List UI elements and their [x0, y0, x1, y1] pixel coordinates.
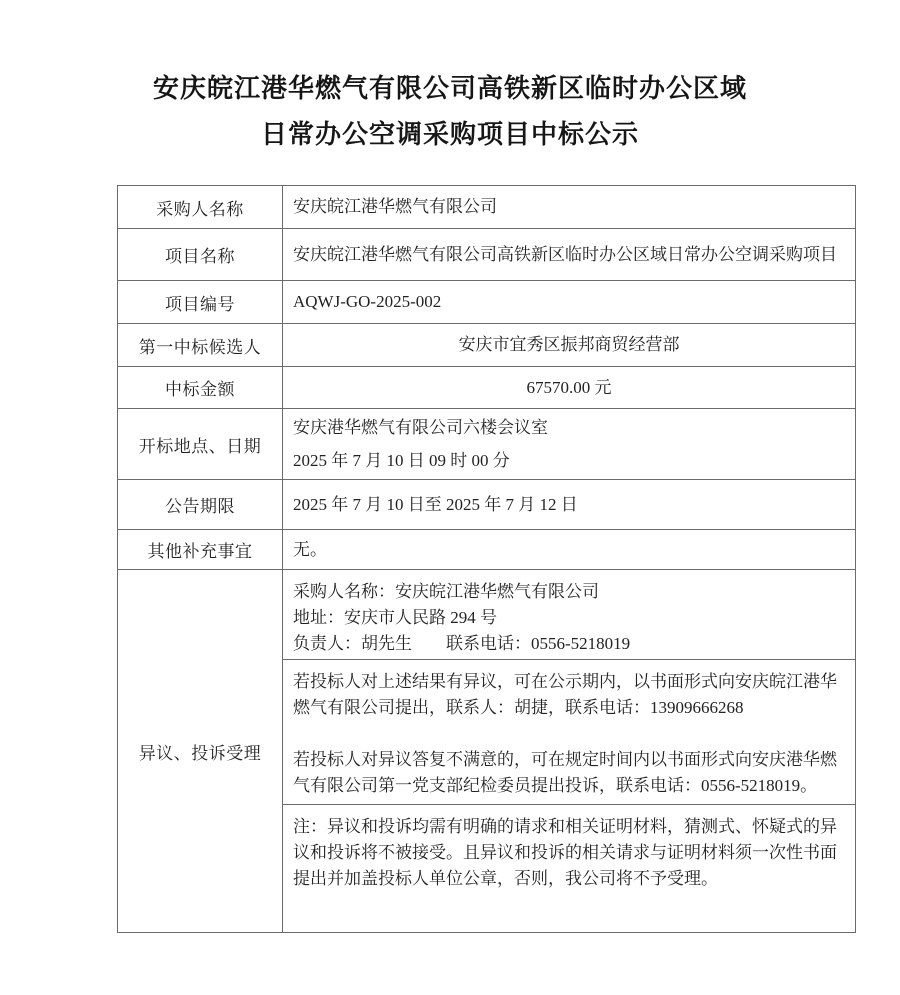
row-value-project-name: 安庆皖江港华燃气有限公司高铁新区临时办公区域日常办公空调采购项目 — [283, 229, 856, 281]
page-title — [0, 0, 900, 158]
row-value-other-matters: 无。 — [283, 530, 856, 570]
row-value-first-candidate: 安庆市宜秀区振邦商贸经营部 — [283, 324, 856, 367]
objection-procedure-paragraph-2: 若投标人对异议答复不满意的，可在规定时间内以书面形式向安庆港华燃气有限公司第一党支部纪检委员提出投诉，联系电话：0556-5218019。 — [293, 750, 837, 795]
row-label-purchaser-name: 采购人名称 — [118, 186, 283, 229]
row-label-other-matters: 其他补充事宜 — [118, 530, 283, 570]
row-value-purchaser-name: 安庆皖江港华燃气有限公司 — [283, 186, 856, 229]
announcement-table — [117, 185, 856, 933]
row-value-objection-contact — [283, 570, 856, 660]
row-label-opening-place-date: 开标地点、日期 — [118, 409, 283, 480]
row-value-announcement-period: 2025 年 7 月 10 日至 2025 年 7 月 12 日 — [283, 480, 856, 530]
table-row-announcement-period — [118, 480, 856, 530]
row-label-award-amount: 中标金额 — [118, 367, 283, 409]
row-label-objection-complaint: 异议、投诉受理 — [118, 570, 283, 933]
table-row-project-number — [118, 281, 856, 324]
table-row-first-candidate — [118, 324, 856, 367]
table-row-award-amount — [118, 367, 856, 409]
objection-contact-address: 地址：安庆市人民路 294 号 — [293, 608, 497, 627]
row-label-first-candidate: 第一中标候选人 — [118, 324, 283, 367]
row-label-project-name: 项目名称 — [118, 229, 283, 281]
page-title-line-2: 日常办公空调采购项目中标公示 — [260, 120, 639, 149]
objection-procedure-paragraph-1: 若投标人对上述结果有异议，可在公示期内，以书面形式向安庆皖江港华燃气有限公司提出，联系人：胡捷，联系电话：13909666268 — [293, 672, 837, 717]
table-row-other-matters — [118, 530, 856, 570]
objection-contact-person-phone: 负责人：胡先生 联系电话：0556-5218019 — [293, 634, 631, 653]
row-value-opening-place-date — [283, 409, 856, 480]
objection-contact-purchaser: 采购人名称：安庆皖江港华燃气有限公司 — [293, 582, 599, 601]
table-row-purchaser — [118, 186, 856, 229]
opening-place-line: 安庆港华燃气有限公司六楼会议室 — [293, 418, 548, 437]
row-label-project-number: 项目编号 — [118, 281, 283, 324]
row-value-objection-procedure — [283, 660, 856, 805]
row-value-objection-note: 注：异议和投诉均需有明确的请求和相关证明材料，猜测式、怀疑式的异议和投诉将不被接受。且异议和投诉的相关请求与证明材料须一次性书面提出并加盖投标人单位公章，否则，我公司将不予受理。 — [283, 805, 856, 933]
table-row-objection-contact — [118, 570, 856, 660]
table-row-project-name — [118, 229, 856, 281]
row-value-award-amount: 67570.00 元 — [283, 367, 856, 409]
page-title-line-1: 安庆皖江港华燃气有限公司高铁新区临时办公区域 — [152, 74, 747, 103]
row-label-announcement-period: 公告期限 — [118, 480, 283, 530]
opening-date-line: 2025 年 7 月 10 日 09 时 00 分 — [293, 451, 510, 470]
row-value-project-number: AQWJ-GO-2025-002 — [283, 281, 856, 324]
table-row-opening-place-date — [118, 409, 856, 480]
